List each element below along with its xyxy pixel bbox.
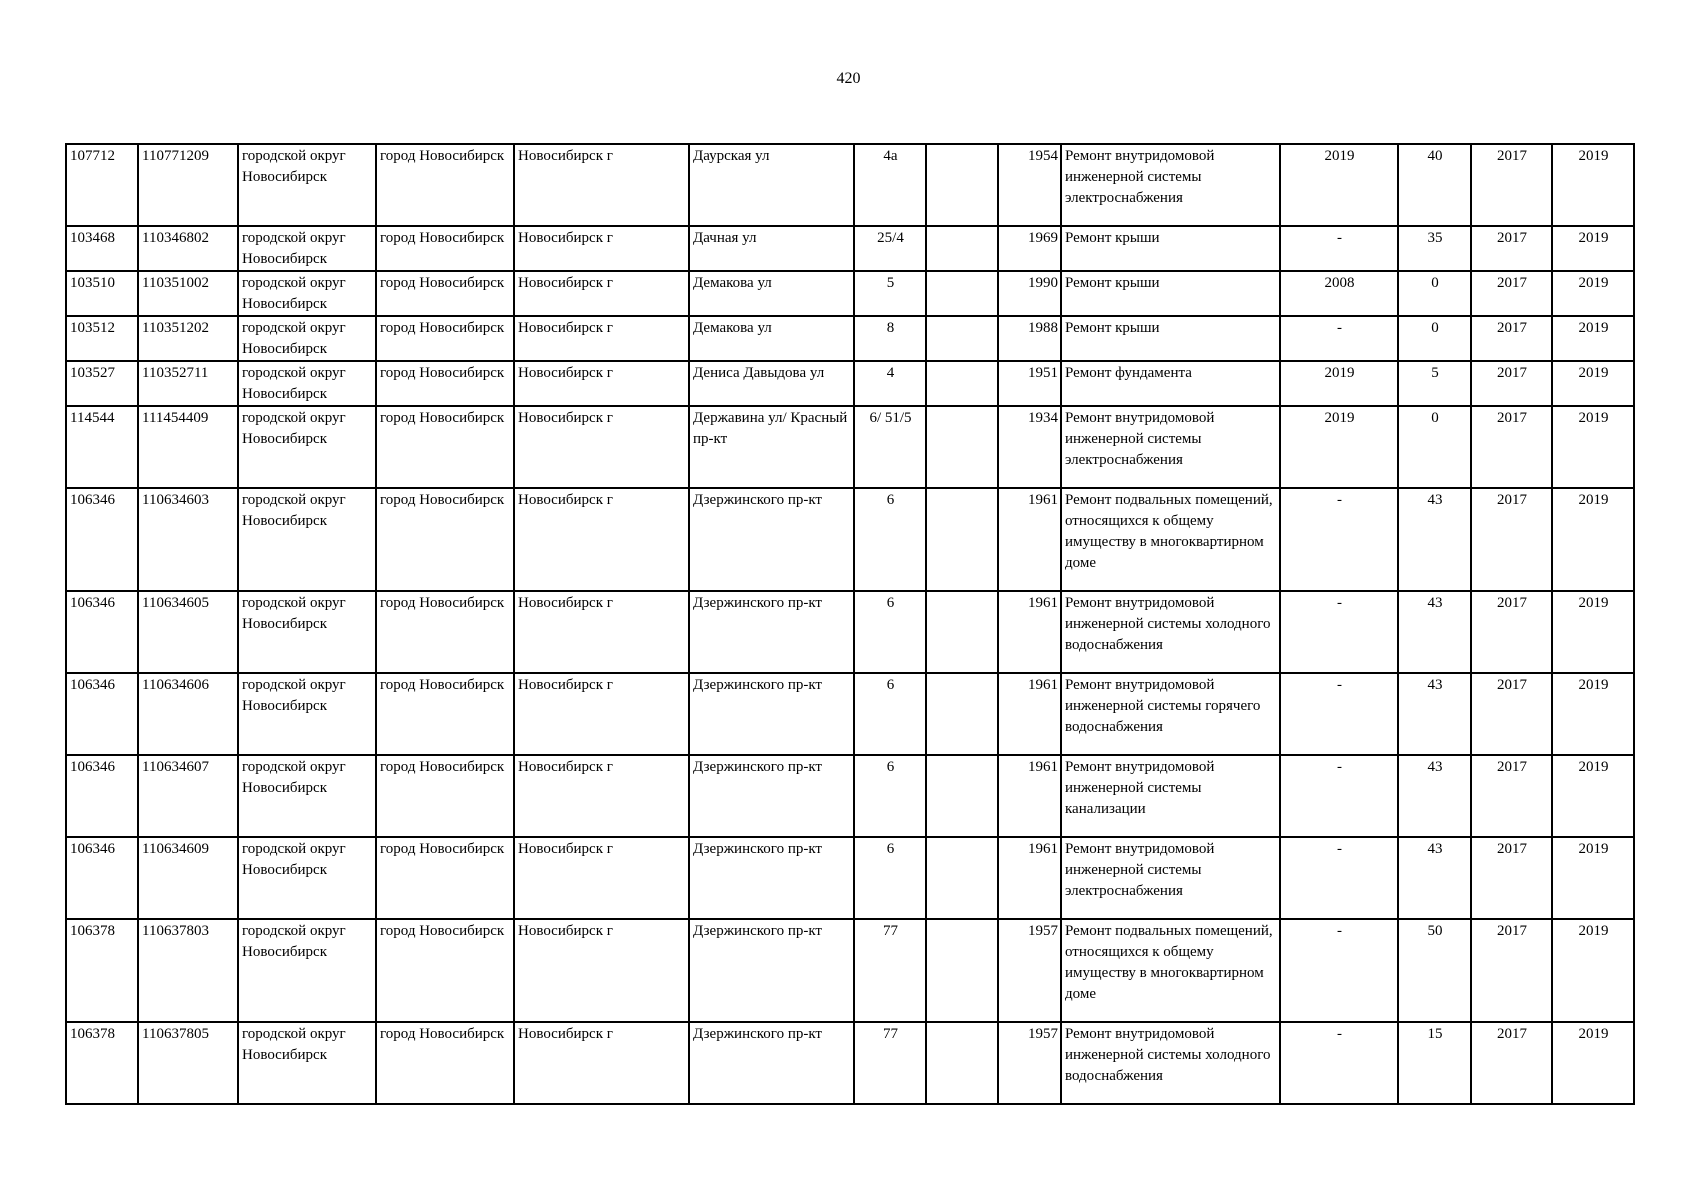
row-settlement-cell: город Новосибирск	[376, 406, 514, 488]
row-plan-end-cell: 2019	[1552, 1022, 1634, 1104]
row-house-cell: 6	[854, 488, 926, 591]
row-work-type-cell: Ремонт крыши	[1061, 271, 1280, 316]
row-last-repair-cell: -	[1280, 837, 1398, 919]
row-wear-cell: 50	[1398, 919, 1471, 1022]
row-house-cell: 6	[854, 673, 926, 755]
row-street-cell: Дзержинского пр-кт	[689, 755, 854, 837]
row-corpus-cell	[926, 316, 998, 361]
row-code-cell: 110346802	[138, 226, 238, 271]
row-district-cell: городской округ Новосибирск	[238, 1022, 376, 1104]
row-year-built-cell: 1961	[998, 755, 1061, 837]
row-district-cell: городской округ Новосибирск	[238, 406, 376, 488]
row-settlement-cell: город Новосибирск	[376, 316, 514, 361]
row-corpus-cell	[926, 591, 998, 673]
row-corpus-cell	[926, 144, 998, 226]
row-wear-cell: 43	[1398, 673, 1471, 755]
row-corpus-cell	[926, 271, 998, 316]
row-plan-end-cell: 2019	[1552, 361, 1634, 406]
row-street-cell: Демакова ул	[689, 316, 854, 361]
row-year-built-cell: 1988	[998, 316, 1061, 361]
row-code-cell: 110634606	[138, 673, 238, 755]
row-locality-cell: Новосибирск г	[514, 919, 689, 1022]
row-street-cell: Дзержинского пр-кт	[689, 919, 854, 1022]
row-wear-cell: 43	[1398, 488, 1471, 591]
row-code-cell: 110634607	[138, 755, 238, 837]
row-year-built-cell: 1951	[998, 361, 1061, 406]
row-year-built-cell: 1954	[998, 144, 1061, 226]
table-row	[66, 755, 1634, 837]
row-settlement-cell: город Новосибирск	[376, 144, 514, 226]
row-id-cell: 114544	[66, 406, 138, 488]
row-district-cell: городской округ Новосибирск	[238, 226, 376, 271]
row-last-repair-cell: 2019	[1280, 144, 1398, 226]
row-code-cell: 110634605	[138, 591, 238, 673]
row-wear-cell: 43	[1398, 591, 1471, 673]
row-year-built-cell: 1957	[998, 919, 1061, 1022]
row-code-cell: 110351002	[138, 271, 238, 316]
row-id-cell: 106346	[66, 591, 138, 673]
row-id-cell: 103527	[66, 361, 138, 406]
row-house-cell: 8	[854, 316, 926, 361]
row-plan-end-cell: 2019	[1552, 755, 1634, 837]
row-wear-cell: 0	[1398, 271, 1471, 316]
table-row	[66, 837, 1634, 919]
row-code-cell: 110634603	[138, 488, 238, 591]
row-locality-cell: Новосибирск г	[514, 361, 689, 406]
row-wear-cell: 5	[1398, 361, 1471, 406]
row-wear-cell: 0	[1398, 406, 1471, 488]
row-house-cell: 6	[854, 837, 926, 919]
row-last-repair-cell: -	[1280, 316, 1398, 361]
row-house-cell: 6/ 51/5	[854, 406, 926, 488]
row-district-cell: городской округ Новосибирск	[238, 488, 376, 591]
row-house-cell: 6	[854, 755, 926, 837]
row-plan-end-cell: 2019	[1552, 591, 1634, 673]
row-id-cell: 103510	[66, 271, 138, 316]
row-plan-start-cell: 2017	[1471, 919, 1552, 1022]
row-plan-start-cell: 2017	[1471, 226, 1552, 271]
row-id-cell: 106346	[66, 755, 138, 837]
row-code-cell: 110351202	[138, 316, 238, 361]
row-district-cell: городской округ Новосибирск	[238, 837, 376, 919]
row-district-cell: городской округ Новосибирск	[238, 673, 376, 755]
row-id-cell: 103512	[66, 316, 138, 361]
row-year-built-cell: 1990	[998, 271, 1061, 316]
page-number: 420	[836, 70, 861, 87]
row-locality-cell: Новосибирск г	[514, 271, 689, 316]
row-year-built-cell: 1961	[998, 591, 1061, 673]
row-year-built-cell: 1934	[998, 406, 1061, 488]
row-locality-cell: Новосибирск г	[514, 144, 689, 226]
row-id-cell: 106378	[66, 1022, 138, 1104]
row-plan-start-cell: 2017	[1471, 144, 1552, 226]
row-code-cell: 110634609	[138, 837, 238, 919]
row-corpus-cell	[926, 919, 998, 1022]
row-plan-start-cell: 2017	[1471, 591, 1552, 673]
row-wear-cell: 43	[1398, 755, 1471, 837]
row-settlement-cell: город Новосибирск	[376, 755, 514, 837]
row-plan-end-cell: 2019	[1552, 144, 1634, 226]
row-work-type-cell: Ремонт внутридомовой инженерной системы электроснабжения	[1061, 837, 1280, 919]
row-plan-start-cell: 2017	[1471, 755, 1552, 837]
row-plan-end-cell: 2019	[1552, 673, 1634, 755]
row-last-repair-cell: -	[1280, 488, 1398, 591]
row-street-cell: Державина ул/ Красный пр-кт	[689, 406, 854, 488]
row-plan-end-cell: 2019	[1552, 316, 1634, 361]
row-district-cell: городской округ Новосибирск	[238, 361, 376, 406]
row-corpus-cell	[926, 1022, 998, 1104]
row-district-cell: городской округ Новосибирск	[238, 919, 376, 1022]
row-id-cell: 106378	[66, 919, 138, 1022]
row-year-built-cell: 1961	[998, 488, 1061, 591]
row-plan-end-cell: 2019	[1552, 226, 1634, 271]
row-last-repair-cell: 2008	[1280, 271, 1398, 316]
row-work-type-cell: Ремонт подвальных помещений, относящихся к общему имуществу в многоквартирном доме	[1061, 488, 1280, 591]
row-locality-cell: Новосибирск г	[514, 837, 689, 919]
row-plan-start-cell: 2017	[1471, 316, 1552, 361]
row-settlement-cell: город Новосибирск	[376, 673, 514, 755]
row-street-cell: Дзержинского пр-кт	[689, 1022, 854, 1104]
row-district-cell: городской округ Новосибирск	[238, 591, 376, 673]
row-plan-start-cell: 2017	[1471, 271, 1552, 316]
row-plan-end-cell: 2019	[1552, 406, 1634, 488]
row-district-cell: городской округ Новосибирск	[238, 316, 376, 361]
table-row	[66, 316, 1634, 361]
row-work-type-cell: Ремонт крыши	[1061, 316, 1280, 361]
row-settlement-cell: город Новосибирск	[376, 361, 514, 406]
row-corpus-cell	[926, 673, 998, 755]
register-table	[65, 143, 1635, 1105]
row-last-repair-cell: -	[1280, 755, 1398, 837]
table-row	[66, 1022, 1634, 1104]
row-district-cell: городской округ Новосибирск	[238, 271, 376, 316]
row-house-cell: 25/4	[854, 226, 926, 271]
row-last-repair-cell: 2019	[1280, 406, 1398, 488]
row-id-cell: 103468	[66, 226, 138, 271]
row-district-cell: городской округ Новосибирск	[238, 755, 376, 837]
table-row	[66, 361, 1634, 406]
row-settlement-cell: город Новосибирск	[376, 591, 514, 673]
row-plan-start-cell: 2017	[1471, 406, 1552, 488]
row-plan-start-cell: 2017	[1471, 673, 1552, 755]
row-id-cell: 106346	[66, 673, 138, 755]
row-house-cell: 4а	[854, 144, 926, 226]
row-house-cell: 77	[854, 1022, 926, 1104]
row-locality-cell: Новосибирск г	[514, 1022, 689, 1104]
row-street-cell: Дениса Давыдова ул	[689, 361, 854, 406]
row-corpus-cell	[926, 488, 998, 591]
row-settlement-cell: город Новосибирск	[376, 226, 514, 271]
row-corpus-cell	[926, 361, 998, 406]
table-row	[66, 271, 1634, 316]
table-row	[66, 591, 1634, 673]
row-last-repair-cell: -	[1280, 591, 1398, 673]
row-plan-end-cell: 2019	[1552, 488, 1634, 591]
row-code-cell: 110771209	[138, 144, 238, 226]
table-row	[66, 144, 1634, 226]
row-last-repair-cell: -	[1280, 1022, 1398, 1104]
row-settlement-cell: город Новосибирск	[376, 919, 514, 1022]
row-work-type-cell: Ремонт внутридомовой инженерной системы канализации	[1061, 755, 1280, 837]
row-work-type-cell: Ремонт внутридомовой инженерной системы горячего водоснабжения	[1061, 673, 1280, 755]
row-street-cell: Дачная ул	[689, 226, 854, 271]
row-id-cell: 107712	[66, 144, 138, 226]
row-locality-cell: Новосибирск г	[514, 591, 689, 673]
row-code-cell: 111454409	[138, 406, 238, 488]
row-plan-start-cell: 2017	[1471, 1022, 1552, 1104]
row-plan-start-cell: 2017	[1471, 837, 1552, 919]
row-settlement-cell: город Новосибирск	[376, 271, 514, 316]
row-wear-cell: 35	[1398, 226, 1471, 271]
row-locality-cell: Новосибирск г	[514, 406, 689, 488]
row-last-repair-cell: -	[1280, 673, 1398, 755]
row-plan-start-cell: 2017	[1471, 361, 1552, 406]
row-settlement-cell: город Новосибирск	[376, 837, 514, 919]
row-plan-start-cell: 2017	[1471, 488, 1552, 591]
row-locality-cell: Новосибирск г	[514, 673, 689, 755]
row-locality-cell: Новосибирск г	[514, 755, 689, 837]
row-year-built-cell: 1961	[998, 837, 1061, 919]
row-work-type-cell: Ремонт фундамента	[1061, 361, 1280, 406]
row-id-cell: 106346	[66, 837, 138, 919]
row-code-cell: 110352711	[138, 361, 238, 406]
row-last-repair-cell: -	[1280, 226, 1398, 271]
row-house-cell: 5	[854, 271, 926, 316]
row-house-cell: 4	[854, 361, 926, 406]
row-settlement-cell: город Новосибирск	[376, 1022, 514, 1104]
row-wear-cell: 40	[1398, 144, 1471, 226]
row-last-repair-cell: -	[1280, 919, 1398, 1022]
row-street-cell: Дзержинского пр-кт	[689, 673, 854, 755]
row-settlement-cell: город Новосибирск	[376, 488, 514, 591]
row-work-type-cell: Ремонт крыши	[1061, 226, 1280, 271]
row-id-cell: 106346	[66, 488, 138, 591]
row-corpus-cell	[926, 406, 998, 488]
row-year-built-cell: 1957	[998, 1022, 1061, 1104]
row-house-cell: 77	[854, 919, 926, 1022]
row-plan-end-cell: 2019	[1552, 837, 1634, 919]
row-corpus-cell	[926, 755, 998, 837]
row-code-cell: 110637803	[138, 919, 238, 1022]
row-work-type-cell: Ремонт подвальных помещений, относящихся к общему имуществу в многоквартирном доме	[1061, 919, 1280, 1022]
row-work-type-cell: Ремонт внутридомовой инженерной системы электроснабжения	[1061, 406, 1280, 488]
row-district-cell: городской округ Новосибирск	[238, 144, 376, 226]
table-row	[66, 226, 1634, 271]
row-wear-cell: 0	[1398, 316, 1471, 361]
table-row	[66, 488, 1634, 591]
row-code-cell: 110637805	[138, 1022, 238, 1104]
table-row	[66, 919, 1634, 1022]
row-street-cell: Дзержинского пр-кт	[689, 591, 854, 673]
row-street-cell: Дзержинского пр-кт	[689, 837, 854, 919]
row-wear-cell: 43	[1398, 837, 1471, 919]
row-corpus-cell	[926, 226, 998, 271]
row-last-repair-cell: 2019	[1280, 361, 1398, 406]
row-house-cell: 6	[854, 591, 926, 673]
row-street-cell: Даурская ул	[689, 144, 854, 226]
row-street-cell: Демакова ул	[689, 271, 854, 316]
table-row	[66, 673, 1634, 755]
row-plan-end-cell: 2019	[1552, 919, 1634, 1022]
row-locality-cell: Новосибирск г	[514, 488, 689, 591]
row-work-type-cell: Ремонт внутридомовой инженерной системы холодного водоснабжения	[1061, 591, 1280, 673]
row-year-built-cell: 1961	[998, 673, 1061, 755]
row-work-type-cell: Ремонт внутридомовой инженерной системы электроснабжения	[1061, 144, 1280, 226]
row-year-built-cell: 1969	[998, 226, 1061, 271]
row-corpus-cell	[926, 837, 998, 919]
row-street-cell: Дзержинского пр-кт	[689, 488, 854, 591]
row-plan-end-cell: 2019	[1552, 271, 1634, 316]
row-work-type-cell: Ремонт внутридомовой инженерной системы холодного водоснабжения	[1061, 1022, 1280, 1104]
row-wear-cell: 15	[1398, 1022, 1471, 1104]
table-row	[66, 406, 1634, 488]
row-locality-cell: Новосибирск г	[514, 316, 689, 361]
row-locality-cell: Новосибирск г	[514, 226, 689, 271]
